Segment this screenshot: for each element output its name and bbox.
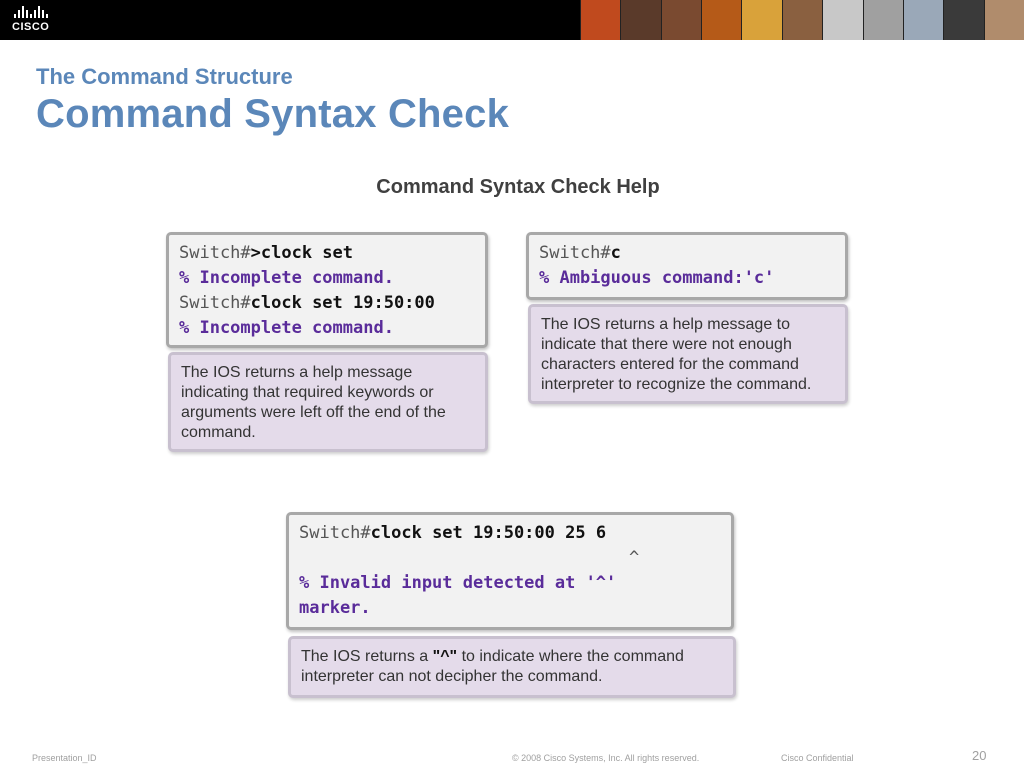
error-message-continued: marker.: [299, 598, 371, 618]
photo-tile: [661, 0, 701, 40]
cisco-bars-icon: [14, 6, 60, 18]
page-number: 20: [972, 748, 987, 763]
figure-heading: Command Syntax Check Help: [376, 176, 660, 198]
error-message: % Incomplete command.: [179, 268, 394, 288]
terminal-line: Switch#>clock set: [179, 243, 354, 263]
photo-tile: [620, 0, 660, 40]
terminal-invalid: [286, 512, 734, 630]
help-invalid: The IOS returns a "^" to indicate where the command interpreter can not decipher the command.: [288, 636, 736, 698]
photo-tile: [782, 0, 822, 40]
photo-tile: [984, 0, 1024, 40]
photo-tile: [863, 0, 903, 40]
error-message: % Ambiguous command:'c': [539, 268, 775, 288]
cisco-logo: [12, 6, 60, 34]
error-message: % Invalid input detected at '^': [299, 573, 617, 593]
header-bar: [0, 0, 1024, 40]
footer-copyright: © 2008 Cisco Systems, Inc. All rights reserved.: [512, 753, 700, 763]
error-message: % Incomplete command.: [179, 318, 394, 338]
slide-title: Command Syntax Check: [36, 92, 510, 136]
photo-tile: [741, 0, 781, 40]
terminal-ambiguous: [526, 232, 848, 300]
terminal-line: Switch#clock set 19:50:00 25 6: [299, 523, 607, 543]
photo-strip: [580, 0, 1024, 40]
terminal-line: Switch#c: [539, 243, 621, 263]
photo-tile: [903, 0, 943, 40]
photo-tile: [701, 0, 741, 40]
footer-confidential: Cisco Confidential: [781, 753, 854, 763]
terminal-incomplete: [166, 232, 488, 348]
footer-presentation-id: Presentation_ID: [32, 753, 97, 763]
photo-tile: [580, 0, 620, 40]
help-incomplete: The IOS returns a help message indicating that required keywords or arguments were left off the end of the command.: [168, 352, 488, 452]
photo-tile: [943, 0, 983, 40]
logo-text: CISCO: [12, 21, 50, 33]
help-ambiguous: The IOS returns a help message to indicate that there were not enough characters entered for the command interpreter to recognize the command.: [528, 304, 848, 404]
terminal-line: Switch#clock set 19:50:00: [179, 293, 435, 313]
caret-marker: ^: [629, 548, 640, 568]
slide-subtitle: The Command Structure: [36, 64, 293, 89]
photo-tile: [822, 0, 862, 40]
